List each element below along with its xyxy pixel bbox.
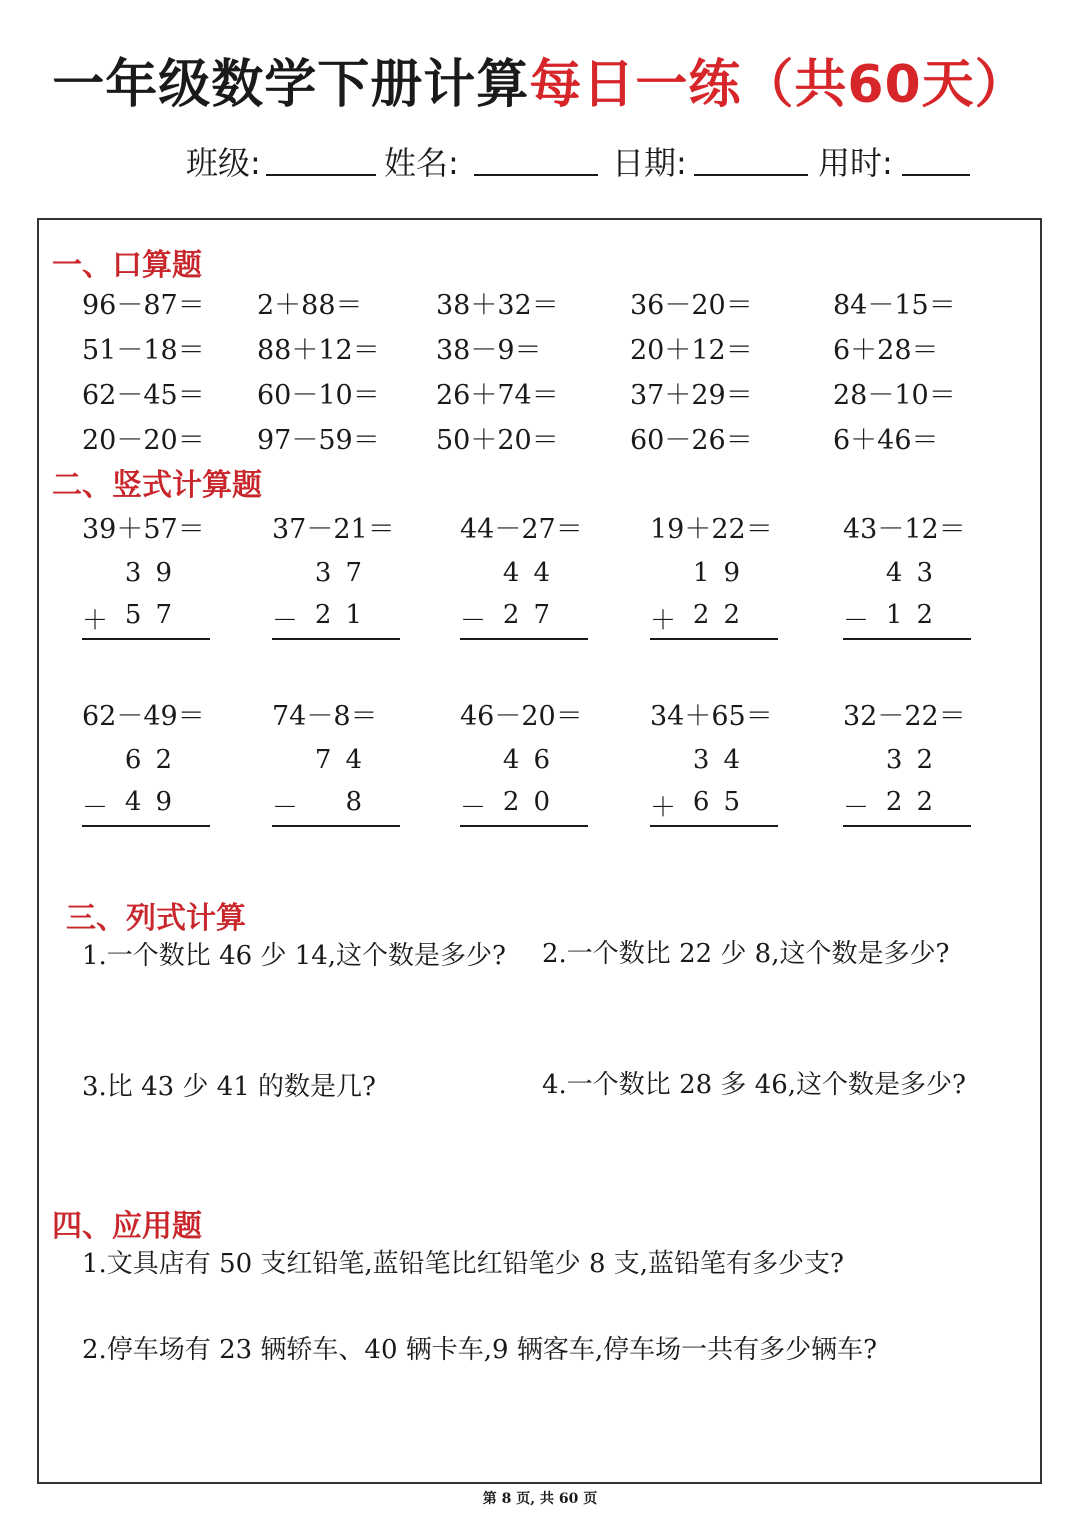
vertical-top-operand: 19: [692, 558, 754, 588]
oral-problem: 60－26＝: [630, 425, 753, 456]
vertical-bottom-operand: 49: [124, 787, 186, 817]
vertical-answer-line[interactable]: [650, 638, 778, 640]
name-label: 姓名:: [384, 144, 459, 182]
vertical-problem-equation: 62－49＝: [82, 701, 205, 732]
vertical-calculation: [460, 558, 590, 658]
oral-problem: 50＋20＝: [436, 425, 559, 456]
vertical-bottom-operand: 65: [692, 787, 754, 817]
vertical-answer-line[interactable]: [272, 638, 400, 640]
vertical-top-operand: 46: [502, 745, 564, 775]
vertical-operator: －: [460, 793, 487, 823]
vertical-operator: ＋: [650, 606, 677, 636]
vertical-operator: －: [272, 793, 299, 823]
oral-problem: 26＋74＝: [436, 380, 559, 411]
section3-question-2: 2.一个数比 22 少 8,这个数是多少?: [542, 939, 950, 969]
oral-problem: 6＋28＝: [833, 335, 939, 366]
vertical-problem-equation: 46－20＝: [460, 701, 583, 732]
section3-question-3: 3.比 43 少 41 的数是几?: [82, 1072, 376, 1102]
page-footer: 第 8 页, 共 60 页: [482, 1491, 598, 1507]
vertical-top-operand: 39: [124, 558, 186, 588]
section1-heading: 一、口算题: [52, 248, 202, 283]
vertical-answer-line[interactable]: [650, 825, 778, 827]
vertical-top-operand: 62: [124, 745, 186, 775]
oral-problem: 96－87＝: [82, 290, 205, 321]
vertical-calculation: [82, 558, 212, 658]
vertical-answer-line[interactable]: [82, 638, 210, 640]
vertical-bottom-operand: 22: [692, 600, 754, 630]
vertical-top-operand: 43: [885, 558, 947, 588]
vertical-calculation: [650, 558, 780, 658]
vertical-calculation: [843, 745, 973, 845]
vertical-calculation: [272, 745, 402, 845]
oral-problem: 88＋12＝: [257, 335, 380, 366]
oral-problem: 84－15＝: [833, 290, 956, 321]
vertical-answer-line[interactable]: [843, 825, 971, 827]
vertical-operator: －: [843, 606, 870, 636]
oral-problem: 37＋29＝: [630, 380, 753, 411]
oral-problem: 2＋88＝: [257, 290, 363, 321]
vertical-top-operand: 44: [502, 558, 564, 588]
oral-problem: 36－20＝: [630, 290, 753, 321]
vertical-top-operand: 37: [314, 558, 376, 588]
oral-problem: 28－10＝: [833, 380, 956, 411]
vertical-operator: －: [82, 793, 109, 823]
vertical-operator: －: [272, 606, 299, 636]
vertical-problem-equation: 43－12＝: [843, 514, 966, 545]
vertical-problem-equation: 19＋22＝: [650, 514, 773, 545]
vertical-top-operand: 74: [314, 745, 376, 775]
page-title: [0, 42, 1080, 117]
time-label: 用时:: [818, 144, 893, 182]
class-label: 班级:: [186, 144, 261, 182]
vertical-operator: ＋: [82, 606, 109, 636]
vertical-problem-equation: 44－27＝: [460, 514, 583, 545]
vertical-bottom-operand: 8: [345, 787, 376, 817]
vertical-answer-line[interactable]: [82, 825, 210, 827]
section3-heading: 三、列式计算: [66, 901, 246, 936]
vertical-problem-equation: 34＋65＝: [650, 701, 773, 732]
oral-problem: 62－45＝: [82, 380, 205, 411]
vertical-answer-line[interactable]: [843, 638, 971, 640]
section2-heading: 二、竖式计算题: [52, 468, 262, 503]
oral-problem: 97－59＝: [257, 425, 380, 456]
vertical-calculation: [82, 745, 212, 845]
oral-problem: 6＋46＝: [833, 425, 939, 456]
vertical-top-operand: 32: [885, 745, 947, 775]
oral-problem: 60－10＝: [257, 380, 380, 411]
vertical-calculation: [272, 558, 402, 658]
vertical-bottom-operand: 20: [502, 787, 564, 817]
vertical-problem-equation: 32－22＝: [843, 701, 966, 732]
section4-question-1: 1.文具店有 50 支红铅笔,蓝铅笔比红铅笔少 8 支,蓝铅笔有多少支?: [82, 1249, 844, 1279]
vertical-problem-equation: 37－21＝: [272, 514, 395, 545]
section3-question-1: 1.一个数比 46 少 14,这个数是多少?: [82, 941, 506, 971]
vertical-operator: －: [460, 606, 487, 636]
vertical-problem-equation: 39＋57＝: [82, 514, 205, 545]
vertical-bottom-operand: 21: [314, 600, 376, 630]
class-blank[interactable]: [266, 174, 376, 176]
oral-problem: 38＋32＝: [436, 290, 559, 321]
vertical-calculation: [650, 745, 780, 845]
vertical-problem-equation: 74－8＝: [272, 701, 378, 732]
title-highlight: 每日一练（共60天）: [529, 55, 1028, 115]
date-blank[interactable]: [694, 174, 808, 176]
name-blank[interactable]: [474, 174, 598, 176]
vertical-answer-line[interactable]: [272, 825, 400, 827]
oral-problem: 51－18＝: [82, 335, 205, 366]
date-label: 日期:: [612, 144, 687, 182]
vertical-top-operand: 34: [692, 745, 754, 775]
section3-question-4: 4.一个数比 28 多 46,这个数是多少?: [542, 1070, 966, 1100]
section4-heading: 四、应用题: [52, 1209, 202, 1244]
section4-question-2: 2.停车场有 23 辆轿车、40 辆卡车,9 辆客车,停车场一共有多少辆车?: [82, 1335, 878, 1365]
title-main: 一年级数学下册计算: [52, 55, 530, 115]
time-blank[interactable]: [902, 174, 970, 176]
oral-problem: 20＋12＝: [630, 335, 753, 366]
vertical-answer-line[interactable]: [460, 825, 588, 827]
vertical-operator: －: [843, 793, 870, 823]
vertical-operator: ＋: [650, 793, 677, 823]
vertical-bottom-operand: 12: [885, 600, 947, 630]
vertical-bottom-operand: 22: [885, 787, 947, 817]
oral-problem: 20－20＝: [82, 425, 205, 456]
vertical-bottom-operand: 27: [502, 600, 564, 630]
vertical-calculation: [460, 745, 590, 845]
vertical-answer-line[interactable]: [460, 638, 588, 640]
vertical-bottom-operand: 57: [124, 600, 186, 630]
oral-problem: 38－9＝: [436, 335, 542, 366]
vertical-calculation: [843, 558, 973, 658]
